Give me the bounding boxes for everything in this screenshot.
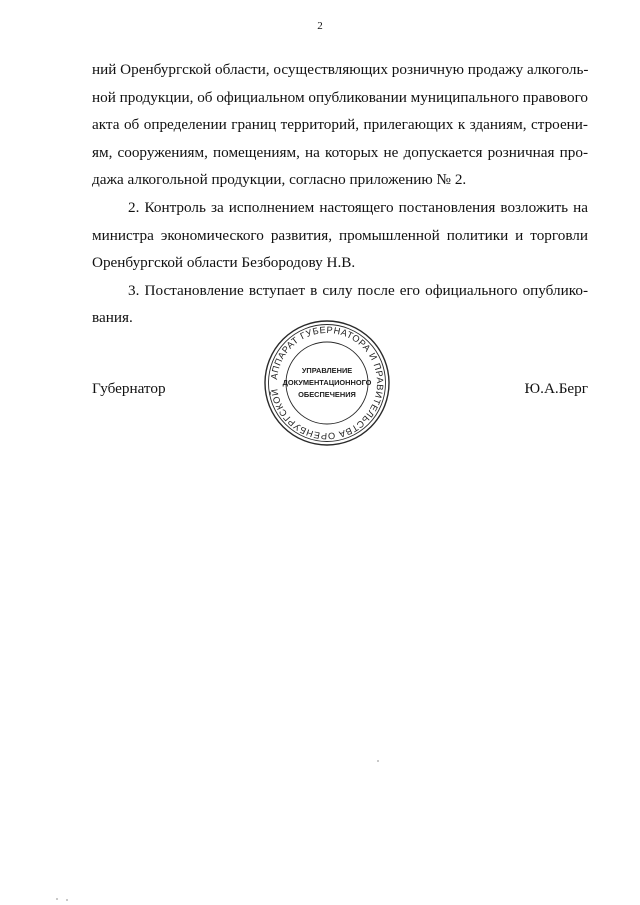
text-line: дажа алкогольной продукции, согласно приложению № 2. — [92, 171, 467, 189]
document-body — [92, 56, 588, 332]
stamp-center-line: УПРАВЛЕНИЕ — [301, 366, 353, 375]
text-line: Оренбургской области Безбородову Н.В. — [92, 254, 356, 272]
text-line: вания. — [92, 309, 133, 327]
stamp-center-line: ОБЕСПЕЧЕНИЯ — [298, 390, 356, 399]
paragraph-1 — [92, 56, 588, 194]
stamp-seal-icon — [262, 318, 392, 448]
signatory-title: Губернатор — [92, 380, 166, 397]
text-line: 2. Контроль за исполнением настоящего постановления возложить на — [128, 198, 588, 216]
page-number: 2 — [317, 20, 323, 32]
paragraph-2 — [92, 194, 588, 277]
stamp-ring-text: АППАРАТ ГУБЕРНАТОРА И ПРАВИТЕЛЬСТВА ОРЕНБУРГСКОЙ — [269, 324, 386, 442]
text-line: ям, сооружениям, помещениям, на которых не допускается розничная про- — [92, 143, 588, 161]
official-stamp — [262, 318, 392, 448]
text-line: ний Оренбургской области, осуществляющих розничную продажу алкоголь- — [92, 61, 589, 78]
text-line: 3. Постановление вступает в силу после его официального опублико- — [128, 281, 588, 299]
signatory-name: Ю.А.Берг — [524, 380, 588, 397]
scan-speck — [56, 898, 58, 900]
text-line: ной продукции, об официальном опубликовании муниципального правового — [92, 88, 589, 106]
scan-speck — [66, 899, 68, 901]
scan-speck — [377, 760, 379, 762]
text-line: министра экономического развития, промышленной политики и торговли — [92, 226, 588, 244]
stamp-center-line: ДОКУМЕНТАЦИОННОГО — [282, 378, 372, 387]
text-line: акта об определении границ территорий, прилегающих к зданиям, строени- — [92, 116, 588, 134]
